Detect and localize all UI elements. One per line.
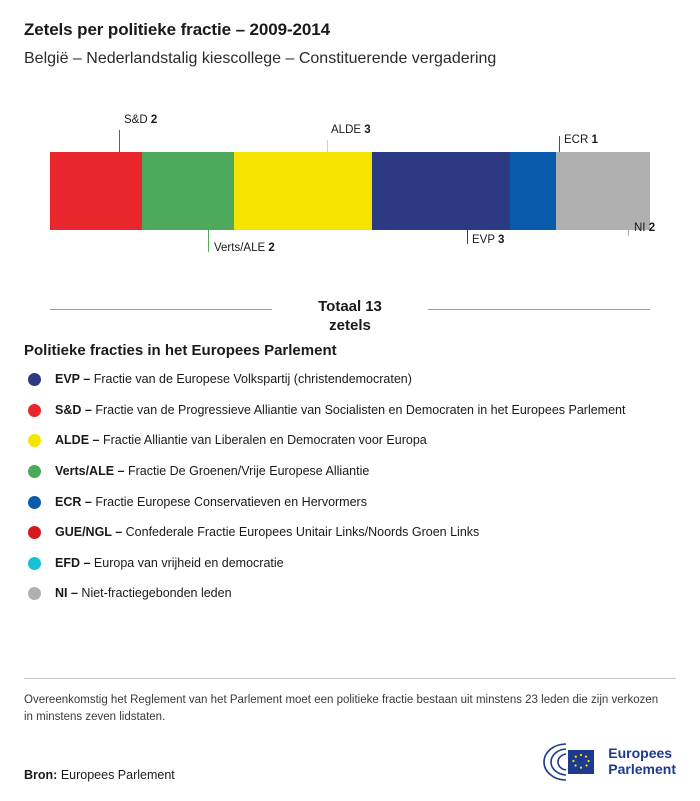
legend-dot-verts: [28, 465, 41, 478]
source-line: [24, 768, 175, 782]
legend-dot-ni: [28, 587, 41, 600]
bar-segment-verts: [142, 152, 234, 230]
legend-abbr-ni: NI –: [55, 586, 78, 601]
total-value: 13: [365, 298, 382, 315]
legend-list: [24, 371, 676, 602]
callout-verts: Verts/ALE 2: [214, 242, 275, 254]
bar-segment-evp: [372, 152, 510, 230]
legend-label-verts: [55, 463, 369, 480]
callout-ni: NI 2: [634, 222, 656, 234]
ep-logo-text: [608, 746, 676, 777]
legend-desc-alde: Fractie Alliantie van Liberalen en Democraten voor Europa: [102, 433, 427, 448]
legend-dot-guengl: [28, 526, 41, 539]
legend-item-evp: [24, 371, 676, 388]
legend-item-efd: [24, 555, 676, 572]
legend-dot-sd: [28, 404, 41, 417]
legend-label-alde: [55, 432, 427, 449]
legend-label-efd: [55, 555, 284, 572]
legend-abbr-sd: S&D –: [55, 402, 92, 417]
legend-item-alde: [24, 432, 676, 449]
page-subtitle: België – Nederlandstalig kiescollege – Constituerende vergadering: [24, 50, 497, 67]
european-parliament-logo: [542, 742, 676, 782]
legend-desc-guengl: Confederale Fractie Europees Unitair Links/Noords Groen Links: [125, 525, 480, 540]
total-label: Totaal: [318, 298, 362, 315]
bar-segment-alde: [234, 152, 372, 230]
callout-ecr: ECR 1: [564, 134, 598, 146]
legend-abbr-evp: EVP –: [55, 372, 91, 386]
legend-abbr-alde: ALDE –: [55, 433, 100, 448]
legend-heading: Politieke fracties in het Europees Parlement: [24, 342, 337, 359]
legend-label-sd: [55, 402, 625, 419]
total-text: [24, 298, 676, 336]
legend-desc-ecr: Fractie Europese Conservatieven en Hervormers: [95, 494, 367, 509]
legend-abbr-efd: EFD –: [55, 555, 91, 570]
ep-logo-line2: Parlement: [608, 761, 676, 777]
legend-item-guengl: [24, 524, 676, 541]
ep-logo-line1: Europees: [608, 745, 673, 762]
page-title: Zetels per politieke fractie – 2009-2014: [24, 20, 330, 39]
legend-label-evp: [55, 371, 412, 388]
bar-segment-ni: [556, 152, 650, 230]
callout-alde: ALDE 3: [331, 124, 371, 136]
source-value: Europees Parlement: [60, 768, 175, 782]
stacked-bar: [50, 152, 650, 230]
legend-desc-sd: Fractie van de Progressieve Alliantie van Socialisten en Democraten in het Europees Parlement: [95, 402, 626, 417]
legend-desc-verts: Fractie De Groenen/Vrije Europese Alliantie: [127, 463, 370, 478]
ep-flag-icon: [542, 742, 600, 782]
source-label: Bron:: [24, 768, 58, 782]
legend-label-ni: [55, 585, 232, 602]
bar-segment-ecr: [510, 152, 556, 230]
legend-item-verts: [24, 463, 676, 480]
legend-abbr-guengl: GUE/NGL –: [55, 525, 123, 540]
legend-dot-ecr: [28, 496, 41, 509]
legend-abbr-ecr: ECR –: [55, 494, 92, 509]
legend-abbr-verts: Verts/ALE –: [55, 463, 125, 478]
legend-dot-efd: [28, 557, 41, 570]
seats-bar-chart: [24, 114, 676, 264]
legend-label-ecr: [55, 494, 367, 511]
footer-divider: [24, 678, 676, 679]
callout-sd: S&D 2: [124, 114, 158, 126]
legend-desc-efd: Europa van vrijheid en democratie: [93, 555, 284, 570]
legend-desc-evp: Fractie van de Europese Volkspartij (christendemocraten): [93, 372, 412, 386]
bar-segment-sd: [50, 152, 142, 230]
total-seats: [24, 298, 676, 340]
tick-evp: [467, 230, 468, 244]
footnote: Overeenkomstig het Reglement van het Parlement moet een politieke fractie bestaan uit minstens 23 leden die zijn verkozen in minstens zeven lidstaten.: [24, 694, 659, 723]
legend-dot-alde: [28, 434, 41, 447]
legend-item-ni: [24, 585, 676, 602]
legend-desc-ni: Niet-fractiegebonden leden: [81, 586, 232, 601]
tick-ni: [628, 230, 629, 236]
legend-item-ecr: [24, 494, 676, 511]
tick-verts: [208, 230, 209, 252]
legend-label-guengl: [55, 524, 479, 541]
total-unit: zetels: [329, 316, 371, 334]
legend-dot-evp: [28, 373, 41, 386]
legend-item-sd: [24, 402, 676, 419]
callout-evp: EVP 3: [472, 234, 505, 246]
